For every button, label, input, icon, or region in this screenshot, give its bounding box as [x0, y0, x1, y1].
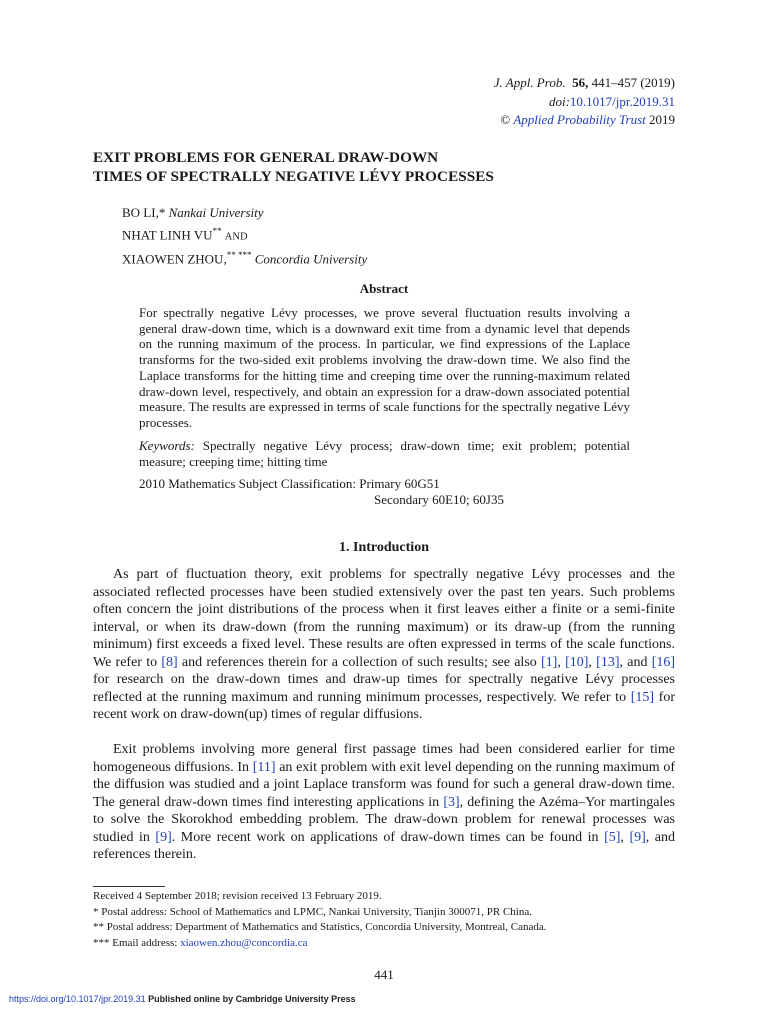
ref-10[interactable]: [10] [565, 654, 589, 670]
keywords-label: Keywords: [139, 438, 195, 453]
volume: 56, [572, 75, 589, 90]
keywords [139, 438, 630, 470]
ref-5[interactable]: [5] [604, 829, 621, 845]
abstract-text: For spectrally negative Lévy processes, we prove several fluctuation results involving a general draw-down time, which is a downward exit time from a dynamic level that depends on the running maximum of the process. In particular, we find expressions of the Laplace transforms for the two-sided exit problems involving the draw-down time. We also find the Laplace transforms for the hitting time and creeping time over the running-maximum related draw-down level, respectively, and obtain an expression for a draw-down associated potential measure. The results are expressed in terms of scale functions for the spectrally negative Lévy processes. [139, 305, 630, 430]
abstract-heading: Abstract [359, 281, 409, 296]
footnotes [93, 889, 547, 951]
msc-primary: 2010 Mathematics Subject Classification: Primary 60G51 [139, 476, 440, 491]
author-2: NHAT LINH VU** AND [122, 226, 248, 243]
section-heading-introduction: 1. Introduction [339, 540, 429, 555]
journal-header [494, 74, 675, 130]
received-dates: Received 4 September 2018; revision received 13 February 2019. [93, 890, 382, 902]
email-link[interactable]: xiaowen.zhou@concordia.ca [180, 936, 308, 949]
footnote-3: *** Email address: xiaowen.zhou@concordia.ca [93, 936, 308, 949]
trust-link[interactable]: Applied Probability Trust [513, 112, 646, 127]
copyright-year: 2019 [649, 112, 675, 127]
copyright-symbol: © [500, 112, 511, 127]
footnote-2: ** Postal address: Department of Mathematics and Statistics, Concordia University, Montreal, Canada. [93, 921, 547, 933]
publisher-footer [9, 994, 356, 1004]
msc-secondary: Secondary 60E10; 60J35 [374, 492, 504, 507]
ref-3[interactable]: [3] [443, 794, 460, 810]
title-line-2: TIMES OF SPECTRALLY NEGATIVE LÉVY PROCESSES [93, 168, 494, 185]
paper-title [93, 148, 494, 186]
ref-13[interactable]: [13] [596, 654, 620, 670]
journal-name: J. Appl. Prob. [493, 75, 566, 90]
pages-year: 441–457 (2019) [591, 75, 675, 90]
author-list [122, 203, 367, 269]
author-1: BO LI,* Nankai University [122, 205, 264, 220]
title-line-1: EXIT PROBLEMS FOR GENERAL DRAW-DOWN [93, 149, 439, 166]
intro-paragraph-1: As part of fluctuation theory, exit problems for spectrally negative Lévy processes and the associated reflected processes have been studied extensively over the past ten years. Such problems often concern the joint distributions of the process when it first leaves either a finite or a semi-finite interval, or when its draw-down (from the running maximum) or its draw-up (from the running minimum) first exceeds a fixed level. These results are often expressed in terms of the scale functions. We refer to [8] and references therein for a collection of such results; see also [1], [10], [13], and [16] for research on the draw-down times and draw-up times for spectrally negative Lévy processes reflected at the running maximum and running minimum processes, respectively. We refer to [15] for recent work on draw-down(up) times of regular diffusions. [93, 567, 676, 722]
published-online: Published online by Cambridge University Press [148, 994, 356, 1004]
doi-prefix: doi: [548, 93, 570, 109]
ref-16[interactable]: [16] [651, 654, 676, 670]
ref-8[interactable]: [8] [161, 654, 178, 670]
footnote-1: * Postal address: School of Mathematics and LPMC, Nankai University, Tianjin 300071, PR China. [93, 905, 532, 918]
ref-15[interactable]: [15] [630, 689, 655, 705]
page-number: 441 [374, 967, 394, 982]
ref-11[interactable]: [11] [252, 759, 276, 775]
author-1-affiliation: Nankai University [168, 205, 264, 220]
ref-9[interactable]: [9] [155, 829, 172, 845]
footnote-rule [93, 886, 165, 887]
ref-9-second[interactable]: [9] [629, 829, 646, 845]
doi-link[interactable]: 10.1017/jpr.2019.31 [569, 93, 675, 109]
author-3-affiliation: Concordia University [254, 251, 368, 267]
author-3: XIAOWEN ZHOU,** *** Concordia University [122, 250, 368, 267]
ref-1[interactable]: [1] [541, 654, 558, 670]
intro-paragraph-2: Exit problems involving more general first passage times had been considered earlier for time homogeneous diffusions. In [11] an exit problem with exit level depending on the running maximum of the diffusion was studied and a joint Laplace transform was found for such a general draw-down time. The general draw-down times find interesting applications in [3], defining the Azéma–Yor martingales to solve the Skorokhod embedding problem. The draw-down problem for renewal processes was studied in [9]. More recent work on applications of draw-down times can be found in [5], [9], and references therein. [93, 742, 676, 862]
keywords-text: Spectrally negative Lévy process; draw-down time; exit problem; potential measure; creeping time; hitting time [139, 438, 631, 469]
doi-url-link[interactable]: https://doi.org/10.1017/jpr.2019.31 [9, 994, 146, 1004]
